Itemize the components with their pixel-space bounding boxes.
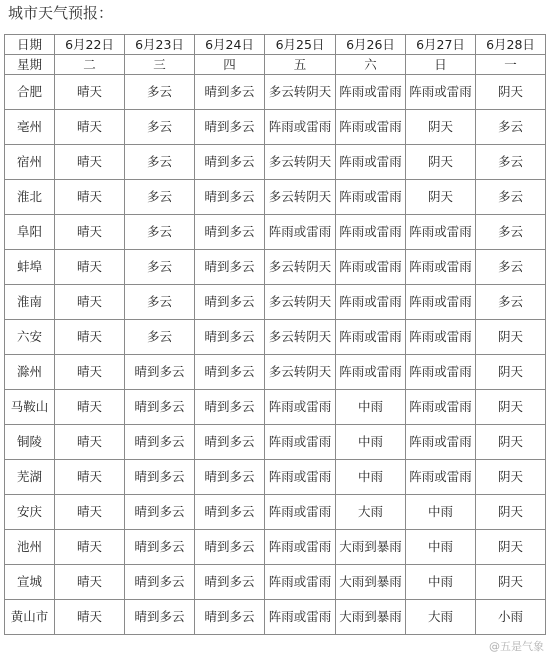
forecast-cell: 晴天 [55, 215, 125, 250]
forecast-cell: 晴到多云 [125, 565, 195, 600]
header-cell: 星期 [5, 55, 55, 75]
table-row [5, 285, 546, 320]
forecast-cell: 晴到多云 [195, 530, 265, 565]
header-cell: 日期 [5, 35, 55, 55]
city-cell: 合肥 [5, 75, 55, 110]
forecast-cell: 阵雨或雷雨 [336, 250, 406, 285]
forecast-cell: 晴天 [55, 145, 125, 180]
city-cell: 安庆 [5, 495, 55, 530]
forecast-cell: 多云 [476, 285, 546, 320]
forecast-cell: 晴到多云 [195, 460, 265, 495]
header-cell: 6月28日 [476, 35, 546, 55]
forecast-cell: 晴到多云 [195, 285, 265, 320]
forecast-cell: 多云 [125, 285, 195, 320]
forecast-cell: 晴到多云 [125, 355, 195, 390]
table-row [5, 600, 546, 635]
header-cell: 6月22日 [55, 35, 125, 55]
table-row [5, 495, 546, 530]
forecast-cell: 大雨 [336, 495, 406, 530]
forecast-cell: 阵雨或雷雨 [406, 215, 476, 250]
forecast-cell: 晴天 [55, 425, 125, 460]
forecast-cell: 大雨 [406, 600, 476, 635]
forecast-cell: 阵雨或雷雨 [406, 285, 476, 320]
forecast-cell: 多云转阴天 [265, 75, 336, 110]
forecast-cell: 多云 [125, 145, 195, 180]
table-row [5, 320, 546, 355]
city-cell: 蚌埠 [5, 250, 55, 285]
table-row [5, 250, 546, 285]
forecast-cell: 多云 [125, 180, 195, 215]
city-cell: 亳州 [5, 110, 55, 145]
forecast-cell: 晴天 [55, 495, 125, 530]
forecast-cell: 多云 [476, 110, 546, 145]
forecast-cell: 多云转阴天 [265, 180, 336, 215]
forecast-cell: 大雨到暴雨 [336, 600, 406, 635]
forecast-cell: 晴到多云 [125, 530, 195, 565]
forecast-cell: 晴天 [55, 600, 125, 635]
forecast-cell: 晴到多云 [195, 355, 265, 390]
forecast-cell: 晴到多云 [195, 145, 265, 180]
forecast-cell: 晴天 [55, 110, 125, 145]
table-row [5, 75, 546, 110]
city-cell: 铜陵 [5, 425, 55, 460]
forecast-cell: 阴天 [476, 425, 546, 460]
forecast-cell: 晴天 [55, 180, 125, 215]
city-cell: 滁州 [5, 355, 55, 390]
forecast-cell: 阴天 [476, 390, 546, 425]
forecast-cell: 晴到多云 [125, 425, 195, 460]
forecast-cell: 晴到多云 [195, 425, 265, 460]
table-row [5, 355, 546, 390]
forecast-cell: 阵雨或雷雨 [336, 75, 406, 110]
header-cell: 五 [265, 55, 336, 75]
forecast-cell: 晴到多云 [195, 390, 265, 425]
forecast-cell: 阴天 [406, 180, 476, 215]
forecast-cell: 晴到多云 [195, 495, 265, 530]
forecast-cell: 阵雨或雷雨 [406, 320, 476, 355]
forecast-cell: 中雨 [406, 530, 476, 565]
table-row [5, 425, 546, 460]
forecast-cell: 晴天 [55, 250, 125, 285]
city-cell: 宿州 [5, 145, 55, 180]
forecast-cell: 晴天 [55, 530, 125, 565]
table-row [5, 565, 546, 600]
weather-forecast-table [4, 34, 546, 635]
header-cell: 6月27日 [406, 35, 476, 55]
header-cell: 六 [336, 55, 406, 75]
table-row [5, 215, 546, 250]
forecast-cell: 多云 [476, 145, 546, 180]
forecast-cell: 晴到多云 [195, 215, 265, 250]
forecast-cell: 阵雨或雷雨 [265, 600, 336, 635]
forecast-cell: 多云 [476, 215, 546, 250]
city-cell: 六安 [5, 320, 55, 355]
forecast-cell: 阵雨或雷雨 [265, 460, 336, 495]
table-row [5, 180, 546, 215]
header-cell: 6月26日 [336, 35, 406, 55]
forecast-cell: 阴天 [476, 355, 546, 390]
forecast-cell: 阵雨或雷雨 [265, 495, 336, 530]
forecast-cell: 晴到多云 [125, 495, 195, 530]
forecast-cell: 阵雨或雷雨 [265, 390, 336, 425]
forecast-cell: 阴天 [476, 75, 546, 110]
forecast-cell: 阵雨或雷雨 [406, 460, 476, 495]
forecast-cell: 阵雨或雷雨 [336, 285, 406, 320]
forecast-cell: 多云 [125, 320, 195, 355]
forecast-cell: 晴到多云 [195, 250, 265, 285]
forecast-cell: 晴到多云 [195, 565, 265, 600]
forecast-cell: 晴天 [55, 565, 125, 600]
header-cell: 四 [195, 55, 265, 75]
forecast-cell: 阴天 [476, 320, 546, 355]
forecast-cell: 多云 [125, 110, 195, 145]
table-row [5, 390, 546, 425]
forecast-cell: 阵雨或雷雨 [265, 530, 336, 565]
city-cell: 马鞍山 [5, 390, 55, 425]
forecast-cell: 阵雨或雷雨 [406, 425, 476, 460]
forecast-cell: 晴天 [55, 285, 125, 320]
forecast-cell: 阵雨或雷雨 [265, 565, 336, 600]
forecast-cell: 晴天 [55, 320, 125, 355]
city-cell: 芜湖 [5, 460, 55, 495]
forecast-cell: 阵雨或雷雨 [336, 145, 406, 180]
header-row-weekdays [5, 55, 546, 75]
city-cell: 阜阳 [5, 215, 55, 250]
forecast-cell: 阵雨或雷雨 [406, 355, 476, 390]
forecast-cell: 阴天 [476, 460, 546, 495]
forecast-cell: 阵雨或雷雨 [336, 110, 406, 145]
forecast-cell: 阴天 [476, 530, 546, 565]
forecast-cell: 晴到多云 [125, 600, 195, 635]
forecast-cell: 中雨 [406, 495, 476, 530]
forecast-cell: 多云转阴天 [265, 320, 336, 355]
forecast-cell: 多云 [125, 75, 195, 110]
forecast-cell: 阵雨或雷雨 [336, 180, 406, 215]
table-row [5, 460, 546, 495]
forecast-cell: 晴到多云 [195, 110, 265, 145]
city-cell: 淮南 [5, 285, 55, 320]
header-cell: 6月23日 [125, 35, 195, 55]
forecast-cell: 阵雨或雷雨 [336, 215, 406, 250]
forecast-cell: 晴天 [55, 75, 125, 110]
forecast-cell: 阵雨或雷雨 [406, 250, 476, 285]
forecast-cell: 中雨 [406, 565, 476, 600]
forecast-cell: 阵雨或雷雨 [265, 110, 336, 145]
forecast-cell: 晴到多云 [195, 75, 265, 110]
forecast-cell: 阵雨或雷雨 [336, 355, 406, 390]
city-cell: 池州 [5, 530, 55, 565]
header-cell: 三 [125, 55, 195, 75]
forecast-cell: 晴到多云 [125, 460, 195, 495]
forecast-cell: 大雨到暴雨 [336, 565, 406, 600]
forecast-cell: 大雨到暴雨 [336, 530, 406, 565]
forecast-cell: 多云转阴天 [265, 145, 336, 180]
header-cell: 6月24日 [195, 35, 265, 55]
forecast-cell: 晴到多云 [195, 180, 265, 215]
forecast-cell: 多云 [125, 215, 195, 250]
city-cell: 淮北 [5, 180, 55, 215]
header-cell: 一 [476, 55, 546, 75]
forecast-cell: 多云 [476, 250, 546, 285]
forecast-cell: 中雨 [336, 390, 406, 425]
forecast-cell: 晴天 [55, 355, 125, 390]
forecast-cell: 阴天 [476, 565, 546, 600]
forecast-cell: 阵雨或雷雨 [265, 425, 336, 460]
forecast-cell: 晴到多云 [195, 600, 265, 635]
forecast-cell: 中雨 [336, 425, 406, 460]
header-row-dates [5, 35, 546, 55]
forecast-cell: 中雨 [336, 460, 406, 495]
header-cell: 二 [55, 55, 125, 75]
forecast-cell: 阵雨或雷雨 [406, 390, 476, 425]
forecast-cell: 阴天 [406, 145, 476, 180]
forecast-cell: 小雨 [476, 600, 546, 635]
forecast-cell: 多云转阴天 [265, 355, 336, 390]
forecast-cell: 阴天 [476, 495, 546, 530]
forecast-cell: 晴天 [55, 390, 125, 425]
city-cell: 宣城 [5, 565, 55, 600]
page-title: 城市天气预报： [8, 4, 114, 22]
forecast-cell: 多云 [125, 250, 195, 285]
forecast-cell: 阴天 [406, 110, 476, 145]
forecast-cell: 阵雨或雷雨 [265, 215, 336, 250]
city-cell: 黄山市 [5, 600, 55, 635]
table-row [5, 145, 546, 180]
forecast-cell: 晴天 [55, 460, 125, 495]
header-cell: 6月25日 [265, 35, 336, 55]
table-row [5, 110, 546, 145]
watermark: @五是气象 [489, 640, 544, 653]
header-cell: 日 [406, 55, 476, 75]
forecast-cell: 阵雨或雷雨 [406, 75, 476, 110]
forecast-cell: 晴到多云 [195, 320, 265, 355]
table-row [5, 530, 546, 565]
forecast-cell: 多云转阴天 [265, 250, 336, 285]
forecast-cell: 晴到多云 [125, 390, 195, 425]
forecast-cell: 多云转阴天 [265, 285, 336, 320]
forecast-cell: 阵雨或雷雨 [336, 320, 406, 355]
forecast-cell: 多云 [476, 180, 546, 215]
